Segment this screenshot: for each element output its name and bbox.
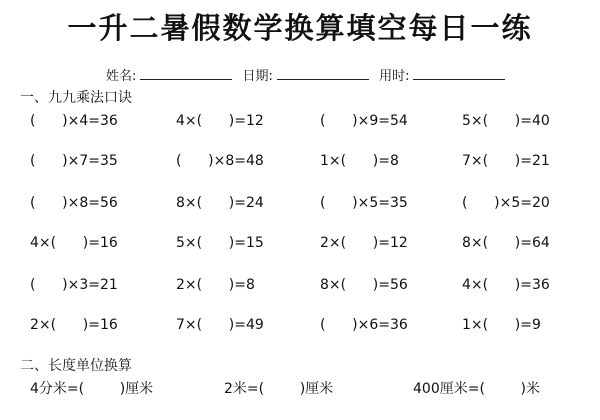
- problem-cell: ( )×9=54: [320, 113, 408, 129]
- problem-cell: 8×( )=64: [462, 235, 550, 251]
- problem-cell: ( )×5=20: [462, 195, 550, 211]
- problem-cell: 4×( )=12: [176, 113, 264, 129]
- date-label: 日期:: [242, 69, 273, 84]
- problem-cell: ( )×8=48: [176, 153, 264, 169]
- problem-cell: 8×( )=24: [176, 195, 264, 211]
- student-info-line: [106, 67, 511, 85]
- problem-cell: 4×( )=16: [30, 235, 118, 251]
- problem-cell: ( )×5=35: [320, 195, 408, 211]
- date-field: [243, 67, 369, 85]
- page-title: 一升二暑假数学换算填空每日一练: [67, 11, 533, 45]
- problem-cell: ( )×4=36: [30, 113, 118, 129]
- name-field: [106, 67, 232, 85]
- problem-cell: 4×( )=36: [462, 277, 550, 293]
- section-title-multiplication: 一、九九乘法口诀: [20, 90, 132, 106]
- name-label: 姓名:: [106, 69, 137, 84]
- name-blank[interactable]: [140, 67, 232, 80]
- date-blank[interactable]: [277, 67, 369, 80]
- problem-cell: 2×( )=12: [320, 235, 408, 251]
- problem-cell: 8×( )=56: [320, 277, 408, 293]
- problem-cell: 1×( )=8: [320, 153, 399, 169]
- problem-cell: 400厘米=( )米: [413, 381, 540, 397]
- time-field: [379, 67, 505, 85]
- problem-cell: 2×( )=8: [176, 277, 255, 293]
- problem-cell: 5×( )=15: [176, 235, 264, 251]
- problem-cell: 1×( )=9: [462, 317, 541, 333]
- problem-cell: ( )×7=35: [30, 153, 118, 169]
- time-blank[interactable]: [413, 67, 505, 80]
- problem-cell: 7×( )=21: [462, 153, 550, 169]
- problem-cell: 5×( )=40: [462, 113, 550, 129]
- problem-cell: ( )×8=56: [30, 195, 118, 211]
- section-title-length-conversion: 二、长度单位换算: [20, 358, 132, 374]
- problem-cell: 2米=( )厘米: [224, 381, 334, 397]
- problem-cell: ( )×6=36: [320, 317, 408, 333]
- time-label: 用时:: [379, 69, 410, 84]
- problem-cell: 7×( )=49: [176, 317, 264, 333]
- problem-cell: 4分米=( )厘米: [30, 381, 154, 397]
- problem-cell: ( )×3=21: [30, 277, 118, 293]
- problem-cell: 2×( )=16: [30, 317, 118, 333]
